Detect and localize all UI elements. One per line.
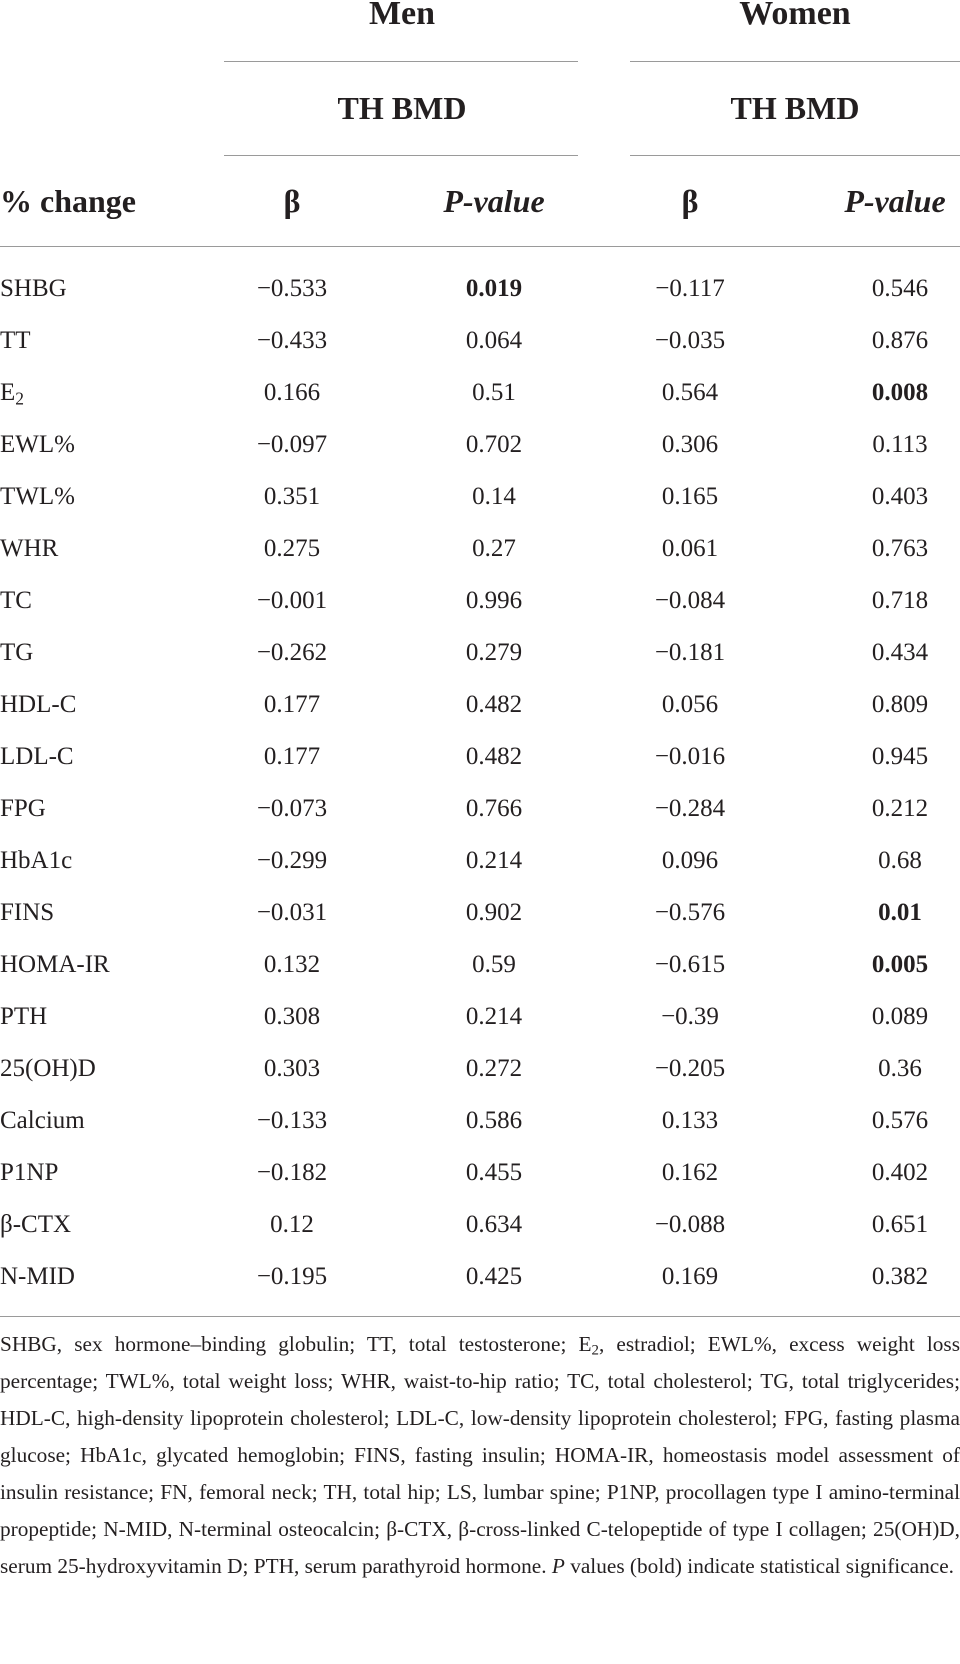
table-row [0,368,960,417]
women-beta-cell: −0.084 [654,587,726,614]
row-label-text: 25(OH)D [0,1055,96,1082]
rule-men-top [224,61,578,62]
table-row [0,264,960,313]
women-pvalue-cell: 0.382 [871,1263,929,1290]
men-pvalue-cell: 0.14 [472,483,516,510]
row-label [0,576,32,625]
row-label-text: Calcium [0,1107,85,1134]
row-label [0,1252,75,1301]
table-row [0,888,960,937]
table-row [0,940,960,989]
row-label-text: TC [0,587,32,614]
men-beta-cell: 0.166 [263,379,321,406]
men-beta-cell: 0.177 [263,743,321,770]
men-pvalue-cell: 0.902 [465,899,523,926]
women-beta-cell: −0.615 [654,951,726,978]
men-beta-cell: −0.097 [256,431,328,458]
men-beta-cell: 0.351 [263,483,321,510]
women-pvalue-cell: 0.809 [871,691,929,718]
men-pvalue-cell: 0.279 [465,639,523,666]
footnote-p-letter: P [551,1554,565,1578]
women-beta-cell: 0.056 [661,691,719,718]
row-label-text: WHR [0,535,59,562]
women-pvalue-cell: 0.005 [871,951,929,978]
table-footnote [0,1326,960,1585]
row-header-label: % change [0,183,136,219]
men-beta-cell: −0.433 [256,327,328,354]
col-pvalue-women: P-value [844,183,946,219]
women-beta-cell: −0.39 [661,1003,719,1030]
women-pvalue-cell: 0.008 [871,379,929,406]
row-label-text: N-MID [0,1263,75,1290]
row-label [0,888,54,937]
table-row [0,420,960,469]
row-label-text: FINS [0,899,55,926]
men-beta-cell: −0.195 [256,1263,328,1290]
table-row [0,316,960,365]
men-pvalue-cell: 0.766 [465,795,523,822]
men-pvalue-cell: 0.51 [472,379,516,406]
women-beta-cell: 0.162 [661,1159,719,1186]
women-beta-cell: −0.117 [655,275,725,302]
men-pvalue-cell: 0.019 [465,275,523,302]
women-beta-cell: −0.035 [654,327,726,354]
men-beta-cell: 0.308 [263,1003,321,1030]
table-row [0,836,960,885]
row-label [0,836,72,885]
rule-men-mid [224,155,578,156]
row-label [0,1044,96,1093]
men-pvalue-cell: 0.586 [465,1107,523,1134]
men-beta-cell: 0.12 [270,1211,314,1238]
men-beta-cell: 0.177 [263,691,321,718]
table-row [0,1252,960,1301]
row-label-subscript: 2 [15,388,25,409]
table-row [0,992,960,1041]
men-pvalue-cell: 0.455 [465,1159,523,1186]
row-label-text: TT [0,327,31,354]
row-label [0,992,47,1041]
row-label-text: P1NP [0,1159,59,1186]
men-pvalue-cell: 0.702 [465,431,523,458]
row-label-text: HDL-C [0,691,77,718]
men-pvalue-cell: 0.482 [465,743,523,770]
women-pvalue-cell: 0.434 [871,639,929,666]
men-beta-cell: −0.073 [256,795,328,822]
men-beta-cell: −0.299 [256,847,328,874]
row-label-text: EWL% [0,431,75,458]
men-beta-cell: −0.533 [256,275,328,302]
women-beta-cell: 0.061 [661,535,719,562]
men-beta-cell: 0.275 [263,535,321,562]
rule-table-bottom [0,1316,960,1317]
women-pvalue-cell: 0.763 [871,535,929,562]
row-label [0,1096,85,1145]
women-pvalue-cell: 0.113 [872,431,928,458]
table-row [0,576,960,625]
men-pvalue-cell: 0.27 [472,535,516,562]
row-label-text: TWL% [0,483,75,510]
row-label [0,1200,71,1249]
row-label [0,524,58,573]
footnote-part2: , estradiol; EWL%, excess weight loss percentage; TWL%, total weight loss; WHR, waist-to-hip ratio; TC, total cholesterol; TG, total triglycerides; HDL-C, high-density lipoprotein cholesterol; LDL-C, low-density lipoprotein cholesterol; FPG, fasting plasma glucose; HbA1c, glycated hemoglobin; FINS, fasting insulin; HOMA-IR, homeostasis model assessment of insulin resistance; FN, femoral neck; TH, total hip; LS, lumbar spine; P1NP, procollagen type I amino-terminal propeptide; N-MID, N-terminal osteocalcin; β-CTX, β-cross-linked C-telopeptide of type I collagen; 25(OH)D, serum 25-hydroxyvitamin D; PTH, serum parathyroid hormone. [0,1332,960,1578]
women-beta-cell: 0.165 [661,483,719,510]
men-beta-cell: −0.031 [256,899,328,926]
men-beta-cell: 0.132 [263,951,321,978]
col-pvalue-men: P-value [443,183,545,219]
table-row [0,1148,960,1197]
group-header-women: Women [739,0,851,32]
footnote-part1: SHBG, sex hormone–binding globulin; TT, total testosterone; E [0,1332,592,1356]
women-beta-cell: −0.016 [654,743,726,770]
men-pvalue-cell: 0.214 [465,847,523,874]
row-label-text: LDL-C [0,743,74,770]
women-beta-cell: 0.306 [661,431,719,458]
row-label [0,420,75,469]
footnote-part3: values (bold) indicate statistical significance. [564,1554,955,1578]
row-label-text: FPG [0,795,46,822]
men-beta-cell: −0.262 [256,639,328,666]
row-label [0,628,33,677]
men-pvalue-cell: 0.214 [465,1003,523,1030]
row-label [0,1148,58,1197]
women-pvalue-cell: 0.876 [871,327,929,354]
measure-header-women: TH BMD [730,90,860,126]
women-beta-cell: −0.181 [654,639,726,666]
women-beta-cell: −0.088 [654,1211,726,1238]
row-label [0,368,24,417]
men-pvalue-cell: 0.064 [465,327,523,354]
women-beta-cell: −0.205 [654,1055,726,1082]
row-label [0,732,74,781]
row-label [0,680,76,729]
women-pvalue-cell: 0.718 [871,587,929,614]
row-label-text: E [0,379,16,406]
women-beta-cell: 0.169 [661,1263,719,1290]
row-label [0,316,31,365]
women-pvalue-cell: 0.01 [878,899,922,926]
women-beta-cell: 0.133 [661,1107,719,1134]
row-label [0,940,110,989]
women-pvalue-cell: 0.651 [871,1211,929,1238]
men-pvalue-cell: 0.272 [465,1055,523,1082]
women-pvalue-cell: 0.212 [871,795,929,822]
women-pvalue-cell: 0.402 [871,1159,929,1186]
row-label-text: HbA1c [0,847,73,874]
table-row [0,680,960,729]
footnote-sub: 2 [591,1342,599,1359]
women-pvalue-cell: 0.945 [871,743,929,770]
measure-header-men: TH BMD [337,90,467,126]
table-row [0,1044,960,1093]
women-pvalue-cell: 0.089 [871,1003,929,1030]
rule-header-bottom [0,246,960,247]
table-row [0,732,960,781]
table-row [0,524,960,573]
men-pvalue-cell: 0.425 [465,1263,523,1290]
men-pvalue-cell: 0.996 [465,587,523,614]
women-beta-cell: 0.564 [661,379,719,406]
table-row [0,1096,960,1145]
col-beta-men: β [283,183,301,219]
row-label [0,472,75,521]
men-beta-cell: 0.303 [263,1055,321,1082]
women-beta-cell: −0.576 [654,899,726,926]
men-pvalue-cell: 0.634 [465,1211,523,1238]
table-row [0,1200,960,1249]
table-row [0,628,960,677]
men-pvalue-cell: 0.59 [472,951,516,978]
group-header-men: Men [368,0,436,32]
rule-women-mid [630,155,960,156]
women-pvalue-cell: 0.403 [871,483,929,510]
women-pvalue-cell: 0.68 [878,847,922,874]
col-beta-women: β [681,183,699,219]
men-beta-cell: −0.182 [256,1159,328,1186]
table-row [0,472,960,521]
men-pvalue-cell: 0.482 [465,691,523,718]
row-label-text: β-CTX [0,1211,72,1238]
row-label-text: PTH [0,1003,48,1030]
row-label [0,784,46,833]
men-beta-cell: −0.133 [256,1107,328,1134]
rule-women-top [630,61,960,62]
row-label-text: TG [0,639,34,666]
women-pvalue-cell: 0.576 [871,1107,929,1134]
women-pvalue-cell: 0.546 [871,275,929,302]
women-beta-cell: 0.096 [661,847,719,874]
table-row [0,784,960,833]
men-beta-cell: −0.001 [256,587,328,614]
row-label-text: HOMA-IR [0,951,110,978]
women-beta-cell: −0.284 [654,795,726,822]
row-label [0,264,67,313]
women-pvalue-cell: 0.36 [878,1055,922,1082]
row-label-text: SHBG [0,275,67,302]
